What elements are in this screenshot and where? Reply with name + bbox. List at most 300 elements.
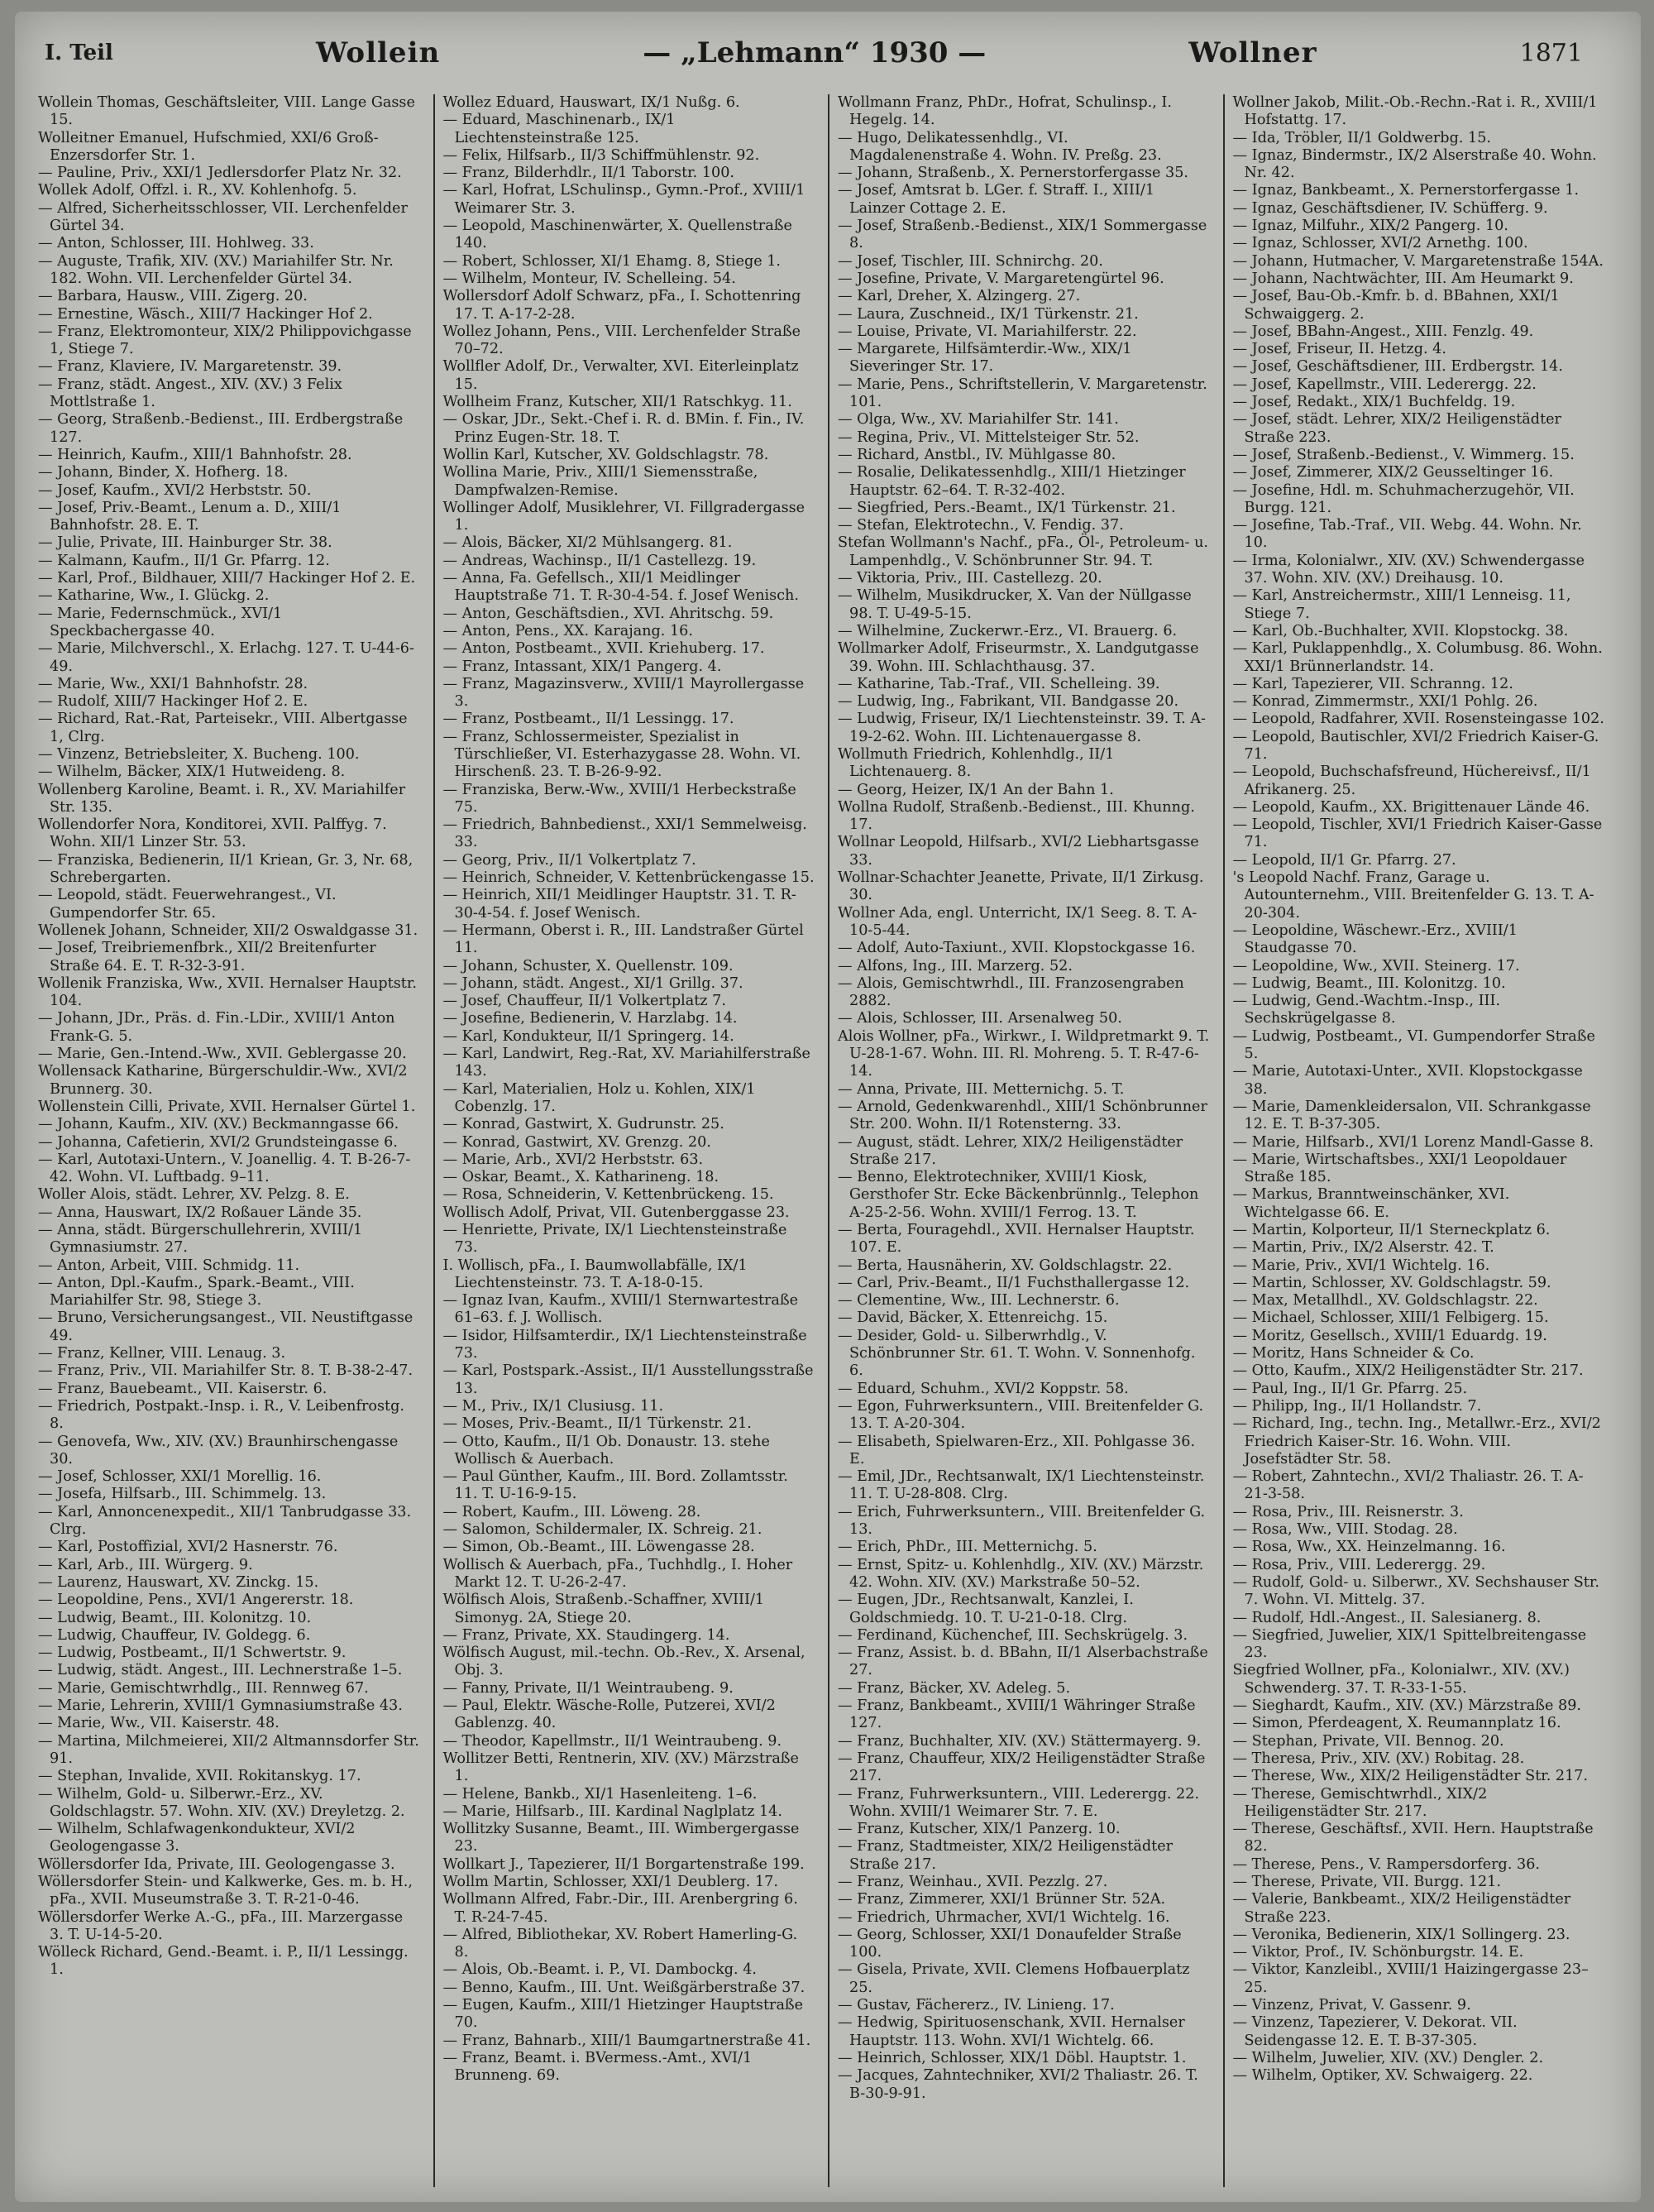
- directory-entry: — Therese, Private, VII. Burgg. 121.: [1232, 1873, 1501, 1890]
- directory-entry: — Leopold, Maschinenwärter, X. Quellenstraße 140.: [442, 218, 792, 252]
- directory-entry: — Wilhelm, Bäcker, XIX/1 Hutweideng. 8.: [38, 764, 346, 781]
- directory-entry: — Marie, Ww., XXI/1 Bahnhofstr. 28.: [38, 675, 308, 692]
- directory-entry: — Ludwig, Postbeamt., VI. Gumpendorfer Straße 5.: [1232, 1027, 1595, 1063]
- left-running-head: Wollein: [316, 36, 441, 69]
- directory-entry: — Viktor, Kanzleibl., XVIII/1 Haizingergasse 23–25.: [1232, 1961, 1589, 1996]
- directory-entry: — Wilhelm, Monteur, IV. Schelleing. 54.: [442, 270, 736, 287]
- directory-entry: — Heinrich, Schlosser, XIX/1 Döbl. Hauptstr. 1.: [838, 2049, 1187, 2066]
- directory-entry: — Josef, Kapellmstr., VIII. Lederergg. 22.: [1232, 376, 1537, 393]
- directory-entry: — Heinrich, Schneider, V. Kettenbrückengasse 15.: [442, 869, 815, 887]
- directory-entry: — Josefine, Private, V. Margaretengürtel 96.: [838, 270, 1164, 287]
- directory-entry: — Alfred, Bibliothekar, XV. Robert Hamerling-G. 8.: [442, 1926, 798, 1961]
- directory-entry: — Johann, Kaufm., XIV. (XV.) Beckmanngasse 66.: [38, 1116, 399, 1133]
- directory-entry: — Alfred, Sicherheitsschlosser, VII. Lerchenfelder Gürtel 34.: [38, 199, 408, 235]
- directory-entry: — August, städt. Lehrer, XIX/2 Heiligenstädter Straße 217.: [838, 1133, 1183, 1168]
- directory-entry: Wollkart J., Tapezierer, II/1 Borgartenstraße 199.: [442, 1855, 805, 1873]
- directory-entry: — Julie, Private, III. Hainburger Str. 38.: [38, 534, 332, 552]
- directory-entry: — Rosa, Schneiderin, V. Kettenbrückeng. 15.: [442, 1186, 774, 1204]
- directory-entry: — Paul, Ing., II/1 Gr. Pfarrg. 25.: [1232, 1380, 1468, 1397]
- directory-entry: — Leopold, II/1 Gr. Pfarrg. 27.: [1232, 851, 1456, 869]
- directory-entry: — Josef, Redakt., XIX/1 Buchfeldg. 19.: [1232, 394, 1516, 411]
- directory-entry: — Stephan, Private, VII. Bennog. 20.: [1232, 1732, 1504, 1750]
- directory-entry: — Konrad, Gastwirt, XV. Grenzg. 20.: [442, 1133, 711, 1151]
- directory-entry: — Franz, Assist. b. d. BBahn, II/1 Alserbachstraße 27.: [838, 1645, 1208, 1679]
- directory-entry: — Paul, Elektr. Wäsche-Rolle, Putzerei, XVI/2 Gablenzg. 40.: [442, 1697, 776, 1732]
- directory-entry: — Theresa, Priv., XIV. (XV.) Robitag. 28.: [1232, 1750, 1525, 1767]
- directory-entry: — Ernestine, Wäsch., XIII/7 Hackinger Hof 2.: [38, 305, 373, 323]
- directory-entry: — Karl, Dreher, X. Alzingerg. 27.: [838, 288, 1081, 305]
- directory-entry: — Josefine, Bedienerin, V. Harzlabg. 14.: [442, 1010, 738, 1027]
- directory-entry: — Anton, Schlosser, III. Hohlweg. 33.: [38, 235, 314, 252]
- right-running-head: Wollner: [1188, 36, 1317, 69]
- directory-entry: — Alois, Gemischtwrhdl., III. Franzosengraben 2882.: [838, 974, 1184, 1010]
- directory-entry: — Wilhelm, Musikdrucker, X. Van der Nüllgasse 98. T. U-49-5-15.: [838, 587, 1192, 622]
- directory-entry: — Kalmann, Kaufm., II/1 Gr. Pfarrg. 12.: [38, 552, 330, 569]
- directory-entry: — Friedrich, Bahnbedienst., XXI/1 Semmelweisg. 33.: [442, 816, 807, 851]
- directory-entry: — Katharine, Tab.-Traf., VII. Schelleing. 39.: [838, 675, 1160, 692]
- directory-entry: — Anna, Fa. Gefellsch., XII/1 Meidlinger Hauptstraße 71. T. R-30-4-54. f. Josef Wenisch.: [442, 570, 799, 605]
- directory-entry: — Viktoria, Priv., III. Castellezg. 20.: [838, 570, 1102, 587]
- directory-entry: — Markus, Branntweinschänker, XVI. Wichtelgasse 66. E.: [1232, 1186, 1510, 1221]
- directory-entry: — Ludwig, Postbeamt., II/1 Schwertstr. 9.: [38, 1645, 347, 1662]
- directory-entry: — Karl, Autotaxi-Untern., V. Joanellig. 4. T. B-26-7-42. Wohn. VI. Luftbadg. 9–11.: [38, 1151, 411, 1186]
- directory-entry: Wollitzky Susanne, Beamt., III. Wimbergergasse 23.: [442, 1821, 800, 1855]
- part-label: I. Teil: [45, 41, 113, 65]
- directory-entry: — Elisabeth, Spielwaren-Erz., XII. Pohlgasse 36. E.: [838, 1433, 1196, 1467]
- directory-entry: — Karl, Postspark.-Assist., II/1 Ausstellungsstraße 13.: [442, 1362, 814, 1397]
- directory-entry: — Konrad, Zimmermstr., XXI/1 Pohlg. 26.: [1232, 693, 1538, 711]
- directory-entry: — Johann, Schuster, X. Quellenstr. 109.: [442, 957, 734, 974]
- directory-columns: [38, 94, 1609, 2187]
- directory-entry: — Simon, Pferdeagent, X. Reumannplatz 16.: [1232, 1715, 1561, 1732]
- directory-entry: — Marie, Damenkleidersalon, VII. Schrankgasse 12. E. T. B-37-305.: [1232, 1098, 1591, 1133]
- directory-entry: — Michael, Schlosser, XIII/1 Felbigerg. 15.: [1232, 1309, 1549, 1327]
- directory-entry: Wollenek Johann, Schneider, XII/2 Oswaldgasse 31.: [38, 922, 418, 939]
- directory-entry: — Oskar, JDr., Sekt.-Chef i. R. d. BMin. f. Fin., IV. Prinz Eugen-Str. 18. T.: [442, 411, 805, 446]
- directory-entry: — Anton, Arbeit, VIII. Schmidg. 11.: [38, 1257, 300, 1274]
- directory-entry: — Franz, Bilderhdlr., II/1 Taborstr. 100.: [442, 165, 734, 182]
- directory-entry: — Ignaz, Milfuhr., XIX/2 Pangerg. 10.: [1232, 218, 1508, 235]
- directory-entry: — Siegfried, Pers.-Beamt., IX/1 Türkenstr. 21.: [838, 499, 1176, 516]
- directory-entry: — Margarete, Hilfsämterdir.-Ww., XIX/1 Sieveringer Str. 17.: [838, 341, 1132, 376]
- directory-entry: — Franz, Bahnarb., XIII/1 Baumgartnerstraße 41.: [442, 2032, 811, 2049]
- directory-entry: — Marie, Hilfsarb., XVI/1 Lorenz Mandl-Gasse 8.: [1232, 1133, 1594, 1151]
- directory-entry: I. Wollisch, pFa., I. Baumwollabfälle, IX/1 Liechtensteinstr. 73. T. A-18-0-15.: [442, 1257, 748, 1291]
- directory-entry: — Stefan, Elektrotechn., V. Fendig. 37.: [838, 517, 1124, 534]
- directory-entry: — Ludwig, Ing., Fabrikant, VII. Bandgasse 20.: [838, 693, 1179, 711]
- directory-entry: — Oskar, Beamt., X. Katharineng. 18.: [442, 1169, 719, 1186]
- directory-entry: — Josef, Chauffeur, II/1 Volkertplatz 7.: [442, 993, 726, 1010]
- directory-entry: — Franz, Zimmerer, XXI/1 Brünner Str. 52A.: [838, 1891, 1166, 1908]
- directory-entry: — Richard, Anstbl., IV. Mühlgasse 80.: [838, 446, 1116, 463]
- directory-entry: — Marie, Priv., XVI/1 Wichtelg. 16.: [1232, 1257, 1490, 1274]
- directory-entry: — Franziska, Berw.-Ww., XVIII/1 Herbeckstraße 75.: [442, 781, 796, 816]
- directory-entry: — Eugen, JDr., Rechtsanwalt, Kanzlei, I. Goldschmiedg. 10. T. U-21-0-18. Clrg.: [838, 1592, 1134, 1626]
- directory-entry: — Josef, Treibriemenfbrk., XII/2 Breitenfurter Straße 64. E. T. R-32-3-91.: [38, 940, 376, 974]
- directory-entry: — Ludwig, Chauffeur, IV. Goldegg. 6.: [38, 1626, 311, 1644]
- directory-entry: — Ludwig, Friseur, IX/1 Liechtensteinstr. 39. T. A-19-2-62. Wohn. III. Lichtenauergasse 8.: [838, 711, 1206, 745]
- directory-entry: — Laurenz, Hauswart, XV. Zinckg. 15.: [38, 1573, 319, 1591]
- directory-entry: — Felix, Hilfsarb., II/3 Schiffmühlenstr. 92.: [442, 146, 760, 164]
- directory-entry: — Robert, Zahntechn., XVI/2 Thaliastr. 26. T. A-21-3-58.: [1232, 1468, 1584, 1503]
- directory-entry: — Anton, Dpl.-Kaufm., Spark.-Beamt., VIII. Mariahilfer Str. 98, Stiege 3.: [38, 1274, 355, 1309]
- directory-entry: — Konrad, Gastwirt, X. Gudrunstr. 25.: [442, 1116, 724, 1133]
- directory-entry: — Heinrich, XII/1 Meidlinger Hauptstr. 31. T. R-30-4-54. f. Josef Wenisch.: [442, 887, 796, 922]
- directory-entry: Wölfisch Alois, Straßenb.-Schaffner, XVIII/1 Simonyg. 2A, Stiege 20.: [442, 1592, 765, 1626]
- directory-entry: — Johann, JDr., Präs. d. Fin.-LDir., XVIII/1 Anton Frank-G. 5.: [38, 1010, 395, 1045]
- directory-entry: — Eugen, Kaufm., XIII/1 Hietzinger Hauptstraße 70.: [442, 1997, 804, 2032]
- directory-entry: — Jacques, Zahntechniker, XVI/2 Thaliastr. 26. T. B-30-9-91.: [838, 2067, 1198, 2102]
- directory-entry: — Egon, Fuhrwerksuntern., VIII. Breitenfelder G. 13. T. A-20-304.: [838, 1397, 1204, 1433]
- directory-entry: — Franz, Magazinsverw., XVIII/1 Mayrollergasse 3.: [442, 675, 805, 711]
- directory-entry: — Josef, Geschäftsdiener, III. Erdbergstr. 14.: [1232, 358, 1563, 376]
- directory-entry: — Josef, Friseur, II. Hetzg. 4.: [1232, 341, 1446, 358]
- directory-entry: Wollendorfer Nora, Konditorei, XVII. Palffyg. 7. Wohn. XII/1 Linzer Str. 53.: [38, 816, 387, 851]
- column-1: [38, 94, 425, 2187]
- directory-entry: — Ignaz, Bankbeamt., X. Pernerstorfergasse 1.: [1232, 182, 1580, 199]
- directory-entry: — Moritz, Gesellsch., XVIII/1 Eduardg. 19.: [1232, 1327, 1547, 1344]
- directory-entry: — Martin, Priv., IX/2 Alserstr. 42. T.: [1232, 1239, 1494, 1257]
- directory-entry: — Therese, Geschäftsf., XVII. Hern. Hauptstraße 82.: [1232, 1821, 1594, 1855]
- directory-entry: — Eduard, Maschinenarb., IX/1 Liechtensteinstraße 125.: [442, 112, 676, 146]
- directory-entry: Wollenstein Cilli, Private, XVII. Hernalser Gürtel 1.: [38, 1098, 416, 1115]
- directory-entry: — Rosa, Ww., VIII. Stodag. 28.: [1232, 1521, 1458, 1539]
- directory-entry: — Helene, Bankb., XI/1 Hasenleiteng. 1–6.: [442, 1785, 758, 1803]
- directory-entry: — Valerie, Bankbeamt., XIX/2 Heiligenstädter Straße 223.: [1232, 1891, 1571, 1926]
- directory-entry: — Franz, Chauffeur, XIX/2 Heiligenstädter Straße 217.: [838, 1750, 1206, 1785]
- directory-entry: — Georg, Heizer, IX/1 An der Bahn 1.: [838, 781, 1114, 798]
- directory-entry: — Franz, Postbeamt., II/1 Lessingg. 17.: [442, 711, 734, 728]
- directory-entry: — Louise, Private, VI. Mariahilferstr. 22.: [838, 323, 1137, 340]
- directory-entry: Wollez Eduard, Hauswart, IX/1 Nußg. 6.: [442, 94, 740, 111]
- page-header: [45, 28, 1583, 78]
- directory-entry: — Desider, Gold- u. Silberwrhdlg., V. Schönbrunner Str. 61. T. Wohn. V. Sonnenhofg. 6.: [838, 1327, 1196, 1380]
- directory-entry: — Fanny, Private, II/1 Weintraubeng. 9.: [442, 1679, 734, 1697]
- directory-entry: — Bruno, Versicherungsangest., VII. Neustiftgasse 49.: [38, 1309, 414, 1344]
- directory-entry: Wollmuth Friedrich, Kohlenhdlg., II/1 Lichtenauerg. 8.: [838, 745, 1115, 781]
- directory-entry: — Karl, Landwirt, Reg.-Rat, XV. Mariahilferstraße 143.: [442, 1046, 810, 1080]
- directory-entry: — Viktor, Prof., IV. Schönburgstr. 14. E.: [1232, 1944, 1524, 1961]
- directory-entry: Wollheim Franz, Kutscher, XII/1 Ratschkyg. 11.: [442, 394, 792, 411]
- directory-entry: Wollisch & Auerbach, pFa., Tuchhdlg., I. Hoher Markt 12. T. U-26-2-47.: [442, 1556, 793, 1591]
- directory-entry: — Franz, Priv., VII. Mariahilfer Str. 8. T. B-38-2-47.: [38, 1362, 414, 1380]
- directory-entry: — Josef, Kaufm., XVI/2 Herbststr. 50.: [38, 481, 312, 499]
- directory-entry: — Josef, Zimmerer, XIX/2 Geusseltinger 16.: [1232, 464, 1554, 481]
- directory-entry: — Therese, Ww., XIX/2 Heiligenstädter Str. 217.: [1232, 1768, 1589, 1785]
- directory-entry: Wollna Rudolf, Straßenb.-Bedienst., III. Khunng. 17.: [838, 798, 1195, 834]
- directory-entry: — Franz, Weinhau., XVII. Pezzlg. 27.: [838, 1873, 1108, 1890]
- directory-entry: — Ludwig, Gend.-Wachtm.-Insp., III. Sechskrügelgasse 8.: [1232, 993, 1501, 1027]
- directory-entry: — Wilhelm, Schlafwagenkondukteur, XVI/2 Geologengasse 3.: [38, 1821, 356, 1855]
- directory-entry: Wollmarker Adolf, Friseurmstr., X. Landgutgasse 39. Wohn. III. Schlachthausg. 37.: [838, 640, 1199, 675]
- directory-entry: — Karl, Materialien, Holz u. Kohlen, XIX/1 Cobenzlg. 17.: [442, 1080, 756, 1115]
- directory-entry: — Moritz, Hans Schneider & Co.: [1232, 1345, 1475, 1362]
- directory-entry: — Anton, Pens., XX. Karajang. 16.: [442, 622, 693, 639]
- directory-entry: — Katharine, Ww., I. Glückg. 2.: [38, 587, 270, 605]
- directory-entry: — Leopold, städt. Feuerwehrangest., VI. Gumpendorfer Str. 65.: [38, 887, 337, 922]
- directory-entry: — Auguste, Trafik, XIV. (XV.) Mariahilfer Str. Nr. 182. Wohn. VII. Lerchenfelder Gürtel 34.: [38, 252, 394, 287]
- directory-entry: Wolleitner Emanuel, Hufschmied, XXI/6 Groß-Enzersdorfer Str. 1.: [38, 129, 379, 164]
- directory-entry: — Theodor, Kapellmstr., II/1 Weintraubeng. 9.: [442, 1732, 782, 1750]
- directory-entry: Alois Wollner, pFa., Wirkwr., I. Wildpretmarkt 9. T. U-28-1-67. Wohn. III. Rl. Mohreng. 5. T. R-47-6-14.: [838, 1027, 1210, 1080]
- directory-entry: Woller Alois, städt. Lehrer, XV. Pelzg. 8. E.: [38, 1186, 350, 1204]
- directory-entry: — Karl, Tapezierer, VII. Schranng. 12.: [1232, 675, 1513, 692]
- directory-entry: — Josef, Schlosser, XXI/1 Morellig. 16.: [38, 1468, 322, 1486]
- directory-entry: Wollisch Adolf, Privat, VII. Gutenberggasse 23.: [442, 1204, 790, 1221]
- directory-entry: — Karl, Hofrat, LSchulinsp., Gymn.-Prof., XVIII/1 Weimarer Str. 3.: [442, 182, 805, 217]
- directory-entry: — Carl, Priv.-Beamt., II/1 Fuchsthallergasse 12.: [838, 1274, 1190, 1291]
- page-title: — „Lehmann“ 1930 —: [643, 36, 987, 69]
- directory-entry: — Karl, Arb., III. Würgerg. 9.: [38, 1556, 253, 1573]
- directory-entry: — Marie, Gemischtwrhdlg., III. Rennweg 67.: [38, 1679, 369, 1697]
- directory-entry: — Johann, Binder, X. Hofherg. 18.: [38, 464, 289, 481]
- directory-entry: — Sieghardt, Kaufm., XIV. (XV.) Märzstraße 89.: [1232, 1697, 1582, 1715]
- directory-entry: — Rudolf, Hdl.-Angest., II. Salesianerg. 8.: [1232, 1609, 1542, 1626]
- directory-entry: — Therese, Gemischtwrhdl., XIX/2 Heiligenstädter Str. 217.: [1232, 1785, 1488, 1820]
- directory-entry: — Leopoldine, Ww., XVII. Steinerg. 17.: [1232, 957, 1520, 974]
- directory-entry: — Franz, Intassant, XIX/1 Pangerg. 4.: [442, 658, 722, 675]
- directory-entry: — Richard, Rat.-Rat, Parteisekr., VIII. Albertgasse 1, Clrg.: [38, 711, 408, 745]
- directory-entry: — Franz, Bankbeamt., XVIII/1 Währinger Straße 127.: [838, 1697, 1196, 1732]
- directory-entry: — Salomon, Schildermaler, IX. Schreig. 21.: [442, 1521, 762, 1539]
- directory-entry: — Marie, Hilfsarb., III. Kardinal Naglplatz 14.: [442, 1803, 782, 1820]
- directory-entry: — Leopold, Bautischler, XVI/2 Friedrich Kaiser-G. 71.: [1232, 728, 1599, 763]
- directory-entry: Wöllersdorfer Stein- und Kalkwerke, Ges. m. b. H., pFa., XVII. Museumstraße 3. T. R-21-0-46.: [38, 1873, 413, 1908]
- directory-entry: Wollfler Adolf, Dr., Verwalter, XVI. Eiterleinplatz 15.: [442, 358, 799, 393]
- directory-entry: — Hedwig, Spirituosenschank, XVII. Hernalser Hauptstr. 113. Wohn. XVI/1 Wichtelg. 66.: [838, 2014, 1185, 2049]
- column-4: [1223, 94, 1610, 2187]
- directory-entry: — Leopold, Buchschafsfreund, Hüchereivsf., II/1 Afrikanerg. 25.: [1232, 764, 1591, 798]
- directory-entry: — Friedrich, Uhrmacher, XVI/1 Wichtelg. 16.: [838, 1908, 1170, 1926]
- directory-entry: Wöllersdorfer Ida, Private, III. Geologengasse 3.: [38, 1855, 395, 1873]
- directory-entry: Wollenberg Karoline, Beamt. i. R., XV. Mariahilfer Str. 135.: [38, 781, 406, 816]
- directory-entry: — Robert, Schlosser, XI/1 Ehamg. 8, Stiege 1.: [442, 252, 782, 270]
- directory-entry: — Paul Günther, Kaufm., III. Bord. Zollamtsstr. 11. T. U-16-9-15.: [442, 1468, 788, 1503]
- directory-entry: Wollmann Franz, PhDr., Hofrat, Schulinsp., I. Hegelg. 14.: [838, 94, 1172, 129]
- directory-entry: Wollnar Leopold, Hilfsarb., XVI/2 Liebhartsgasse 33.: [838, 834, 1199, 869]
- directory-entry: — Alois, Bäcker, XI/2 Mühlsangerg. 81.: [442, 534, 733, 552]
- directory-entry: — Marie, Gen.-Intend.-Ww., XVII. Geblergasse 20.: [38, 1046, 407, 1063]
- directory-entry: — Gisela, Private, XVII. Clemens Hofbauerplatz 25.: [838, 1961, 1190, 1996]
- directory-entry: — Hugo, Delikatessenhdlg., VI. Magdalenenstraße 4. Wohn. IV. Preßg. 23.: [838, 129, 1162, 164]
- directory-entry: — Isidor, Hilfsamterdir., IX/1 Liechtensteinstraße 73.: [442, 1327, 807, 1362]
- directory-entry: — Marie, Wirtschaftsbes., XXI/1 Leopoldauer Straße 185.: [1232, 1151, 1567, 1186]
- directory-entry: — Martina, Milchmeierei, XII/2 Altmannsdorfer Str. 91.: [38, 1732, 419, 1767]
- directory-entry: — Karl, Postoffizial, XVI/2 Hasnerstr. 76.: [38, 1539, 338, 1556]
- directory-entry: Wollnar-Schachter Jeanette, Private, II/1 Zirkusg. 30.: [838, 869, 1204, 904]
- directory-entry: — Ludwig, Beamt., III. Kolonitzg. 10.: [1232, 974, 1506, 992]
- directory-entry: — Max, Metallhdl., XV. Goldschlagstr. 22.: [1232, 1292, 1538, 1309]
- directory-entry: — Marie, Ww., VII. Kaiserstr. 48.: [38, 1715, 280, 1732]
- directory-entry: — Moses, Priv.-Beamt., II/1 Türkenstr. 21.: [442, 1415, 752, 1433]
- directory-entry: — Ignaz, Schlosser, XVI/2 Arnethg. 100.: [1232, 235, 1528, 252]
- directory-entry: — Ludwig, städt. Angest., III. Lechnerstraße 1–5.: [38, 1662, 403, 1679]
- directory-entry: — Wilhelm, Optiker, XV. Schwaigerg. 22.: [1232, 2067, 1533, 2085]
- directory-entry: — Siegfried, Juwelier, XIX/1 Spittelbreitengasse 23.: [1232, 1626, 1587, 1662]
- directory-entry: — Josefine, Hdl. m. Schuhmacherzugehör, VII. Burgg. 121.: [1232, 481, 1575, 516]
- directory-entry: — Marie, Arb., XVI/2 Herbststr. 63.: [442, 1151, 704, 1168]
- directory-entry: — Rosa, Priv., VIII. Lederergg. 29.: [1232, 1556, 1486, 1573]
- directory-entry: — Rosa, Ww., XX. Heinzelmanng. 16.: [1232, 1539, 1506, 1556]
- directory-entry: — Rosalie, Delikatessenhdlg., XIII/1 Hietzinger Hauptstr. 62–64. T. R-32-402.: [838, 464, 1186, 499]
- directory-entry: Wollersdorf Adolf Schwarz, pFa., I. Schottenring 17. T. A-17-2-28.: [442, 288, 801, 323]
- directory-entry: Wollitzer Betti, Rentnerin, XIV. (XV.) Märzstraße 1.: [442, 1750, 799, 1785]
- directory-entry: — Franz, Bäcker, XV. Adeleg. 5.: [838, 1679, 1071, 1697]
- directory-entry: — Alois, Schlosser, III. Arsenalweg 50.: [838, 1010, 1122, 1027]
- directory-entry: Wollez Johann, Pens., VIII. Lerchenfelder Straße 70–72.: [442, 323, 801, 358]
- directory-entry: Siegfried Wollner, pFa., Kolonialwr., XIV. (XV.) Schwenderg. 37. T. R-33-1-55.: [1232, 1662, 1570, 1697]
- directory-entry: — Franz, Kellner, VIII. Lenaug. 3.: [38, 1345, 286, 1362]
- directory-entry: Wollin Karl, Kutscher, XV. Goldschlagstr. 78.: [442, 446, 769, 463]
- directory-entry: — Benno, Kaufm., III. Unt. Weißgärberstraße 37.: [442, 1979, 805, 1996]
- directory-entry: — Ernst, Spitz- u. Kohlenhdlg., XIV. (XV.) Märzstr. 42. Wohn. XIV. (XV.) Markstraße 50–52.: [838, 1556, 1204, 1591]
- directory-entry: — Clementine, Ww., III. Lechnerstr. 6.: [838, 1292, 1120, 1309]
- directory-entry: — Georg, Straßenb.-Bedienst., III. Erdbergstraße 127.: [38, 411, 404, 446]
- directory-entry: — Eduard, Schuhm., XVI/2 Koppstr. 58.: [838, 1380, 1129, 1397]
- directory-entry: — Ida, Tröbler, II/1 Goldwerbg. 15.: [1232, 129, 1491, 146]
- directory-entry: — Anton, Postbeamt., XVII. Kriehuberg. 17.: [442, 640, 765, 658]
- column-2: [433, 94, 820, 2187]
- directory-entry: — Rosa, Priv., III. Reisnerstr. 3.: [1232, 1503, 1464, 1520]
- directory-entry: Wollek Adolf, Offzl. i. R., XV. Kohlenhofg. 5.: [38, 182, 357, 199]
- directory-entry: — Josef, Straßenb.-Bedienst., V. Wimmerg. 15.: [1232, 446, 1575, 463]
- directory-entry: — Stephan, Invalide, XVII. Rokitanskyg. 17.: [38, 1768, 361, 1785]
- directory-entry: — Alois, Ob.-Beamt. i. P., VI. Dambockg. 4.: [442, 1961, 758, 1979]
- directory-entry: — Franz, Beamt. i. BVermess.-Amt., XVI/1 Brunneng. 69.: [442, 2049, 753, 2085]
- directory-entry: — Berta, Fouragehdl., XVII. Hernalser Hauptstr. 107. E.: [838, 1222, 1195, 1257]
- directory-entry: — Alfons, Ing., III. Marzerg. 52.: [838, 957, 1073, 974]
- directory-entry: — Leopoldine, Pens., XVI/1 Angererstr. 18.: [38, 1592, 354, 1609]
- directory-entry: — Georg, Priv., II/1 Volkertplatz 7.: [442, 851, 696, 869]
- directory-entry: 's Leopold Nachf. Franz, Garage u. Autounternehm., VIII. Breitenfelder G. 13. T. A-20-304.: [1232, 869, 1594, 922]
- directory-entry: — Franz, Stadtmeister, XIX/2 Heiligenstädter Straße 217.: [838, 1838, 1174, 1873]
- directory-entry: — Barbara, Hausw., VIII. Zigerg. 20.: [38, 288, 308, 305]
- directory-entry: — Franz, Klaviere, IV. Margaretenstr. 39.: [38, 358, 342, 376]
- directory-entry: Wollner Jakob, Milit.-Ob.-Rechn.-Rat i. R., XVIII/1 Hofstattg. 17.: [1232, 94, 1598, 129]
- directory-entry: Wollina Marie, Priv., XIII/1 Siemensstraße, Dampfwalzen-Remise.: [442, 464, 758, 499]
- directory-entry: — Laura, Zuschneid., IX/1 Türkenstr. 21.: [838, 305, 1139, 323]
- directory-entry: — M., Priv., IX/1 Clusiusg. 11.: [442, 1397, 664, 1415]
- directory-entry: — Josefa, Hilfsarb., III. Schimmelg. 13.: [38, 1486, 327, 1503]
- directory-entry: — Franz, Schlossermeister, Spezialist in Türschließer, VI. Esterhazygasse 28. Wohn. VI. Hirschenß. 23. T. B-26-9-92.: [442, 728, 801, 781]
- directory-entry: — Josef, Amtsrat b. LGer. f. Straff. I., XIII/1 Lainzer Cottage 2. E.: [838, 182, 1155, 217]
- directory-entry: — Marie, Pens., Schriftstellerin, V. Margaretenstr. 101.: [838, 376, 1207, 411]
- directory-entry: — Robert, Kaufm., III. Löweng. 28.: [442, 1503, 701, 1520]
- directory-page: [15, 12, 1641, 2202]
- directory-entry: — Karl, Puklappenhdlg., X. Columbusg. 86. Wohn. XXI/1 Brünnerlandstr. 14.: [1232, 640, 1603, 675]
- directory-entry: — Philipp, Ing., II/1 Hollandstr. 7.: [1232, 1397, 1482, 1415]
- directory-entry: — Leopold, Radfahrer, XVII. Rosensteingasse 102.: [1232, 711, 1604, 728]
- directory-entry: Wollmann Alfred, Fabr.-Dir., III. Arenbergring 6. T. R-24-7-45.: [442, 1891, 798, 1926]
- column-3: [828, 94, 1215, 2187]
- directory-entry: — Franz, Kutscher, XIX/1 Panzerg. 10.: [838, 1821, 1121, 1838]
- directory-entry: — Ludwig, Beamt., III. Kolonitzg. 10.: [38, 1609, 312, 1626]
- directory-entry: — Karl, Ob.-Buchhalter, XVII. Klopstockg. 38.: [1232, 622, 1569, 639]
- directory-entry: — Franz, Fuhrwerksuntern., VIII. Lederergg. 22. Wohn. XVIII/1 Weimarer Str. 7. E.: [838, 1785, 1200, 1820]
- directory-entry: — Pauline, Priv., XXI/1 Jedlersdorfer Platz Nr. 32.: [38, 165, 402, 182]
- directory-entry: — Leopold, Tischler, XVI/1 Friedrich Kaiser-Gasse 71.: [1232, 816, 1603, 851]
- directory-entry: — Rudolf, XIII/7 Hackinger Hof 2. E.: [38, 693, 308, 711]
- directory-entry: — Gustav, Fächererz., IV. Linieng. 17.: [838, 1997, 1115, 2014]
- directory-entry: — Josef, städt. Lehrer, XIX/2 Heiligenstädter Straße 223.: [1232, 411, 1561, 446]
- directory-entry: — Adolf, Auto-Taxiunt., XVII. Klopstockgasse 16.: [838, 940, 1196, 957]
- directory-entry: — Andreas, Wachinsp., II/1 Castellezg. 19.: [442, 552, 757, 569]
- directory-entry: — Erich, Fuhrwerksuntern., VIII. Breitenfelder G. 13.: [838, 1503, 1206, 1539]
- directory-entry: — Richard, Ing., techn. Ing., Metallwr.-Erz., XVI/2 Friedrich Kaiser-Str. 16. Wohn. VIII. Josefstädter Str. 58.: [1232, 1415, 1601, 1467]
- directory-entry: — Irma, Kolonialwr., XIV. (XV.) Schwendergasse 37. Wohn. XIV. (XV.) Dreihausg. 10.: [1232, 552, 1585, 587]
- directory-entry: Wollein Thomas, Geschäftsleiter, VIII. Lange Gasse 15.: [38, 94, 415, 129]
- directory-entry: — Regina, Priv., VI. Mittelsteiger Str. 52.: [838, 429, 1140, 446]
- directory-entry: — Otto, Kaufm., II/1 Ob. Donaustr. 13. stehe Wollisch & Auerbach.: [442, 1433, 770, 1467]
- directory-entry: — Johanna, Cafetierin, XVI/2 Grundsteingasse 6.: [38, 1133, 398, 1151]
- directory-entry: — Karl, Annoncenexpedit., XII/1 Tanbrudgasse 33. Clrg.: [38, 1503, 412, 1539]
- directory-entry: — Franz, Buchhalter, XIV. (XV.) Stättermayerg. 9.: [838, 1732, 1202, 1750]
- directory-entry: — Anna, Hauswart, IX/2 Roßauer Lände 35.: [38, 1204, 362, 1221]
- directory-entry: — Franz, Private, XX. Staudingerg. 14.: [442, 1626, 730, 1644]
- directory-entry: — Georg, Schlosser, XXI/1 Donaufelder Straße 100.: [838, 1926, 1182, 1961]
- directory-entry: — Ignaz, Geschäftsdiener, IV. Schüfferg. 9.: [1232, 199, 1548, 217]
- directory-entry: — Franz, städt. Angest., XIV. (XV.) 3 Felix Mottlstraße 1.: [38, 376, 342, 411]
- directory-entry: — Anna, städt. Bürgerschullehrerin, XVIII/1 Gymnasiumstr. 27.: [38, 1222, 363, 1257]
- directory-entry: — Ignaz, Bindermstr., IX/2 Alserstraße 40. Wohn. Nr. 42.: [1232, 146, 1597, 182]
- directory-entry: — Veronika, Bedienerin, XIX/1 Sollingerg. 23.: [1232, 1926, 1570, 1943]
- directory-entry: Wollensack Katharine, Bürgerschuldir.-Ww., XVI/2 Brunnerg. 30.: [38, 1063, 408, 1098]
- directory-entry: — Marie, Milchverschl., X. Erlachg. 127. T. U-44-6-49.: [38, 640, 414, 675]
- directory-entry: Wölleck Richard, Gend.-Beamt. i. P., II/1 Lessingg. 1.: [38, 1944, 409, 1979]
- directory-entry: — Leopold, Kaufm., XX. Brigittenauer Lände 46.: [1232, 798, 1590, 816]
- directory-entry: — Berta, Hausnäherin, XV. Goldschlagstr. 22.: [838, 1257, 1173, 1274]
- directory-entry: — Franz, Bauebeamt., VII. Kaiserstr. 6.: [38, 1380, 327, 1397]
- directory-entry: — Erich, PhDr., III. Metternichg. 5.: [838, 1539, 1097, 1556]
- directory-entry: — Wilhelm, Juwelier, XIV. (XV.) Dengler. 2.: [1232, 2049, 1544, 2066]
- directory-entry: — Marie, Autotaxi-Unter., XVII. Klopstockgasse 38.: [1232, 1063, 1583, 1098]
- directory-entry: — Ferdinand, Küchenchef, III. Sechskrügelg. 3.: [838, 1626, 1188, 1644]
- directory-entry: — Henriette, Private, IX/1 Liechtensteinstraße 73.: [442, 1222, 787, 1257]
- directory-entry: — Karl, Kondukteur, II/1 Springerg. 14.: [442, 1027, 734, 1045]
- directory-entry: Stefan Wollmann's Nachf., pFa., Öl-, Petroleum- u. Lampenhdlg., V. Schönbrunner Str. 94. T.: [838, 534, 1208, 569]
- directory-entry: — Johann, Straßenb., X. Pernerstorfergasse 35.: [838, 165, 1189, 182]
- page-number: 1871: [1519, 38, 1583, 68]
- directory-entry: — Franziska, Bedienerin, II/1 Kriean, Gr. 3, Nr. 68, Schrebergarten.: [38, 851, 414, 887]
- directory-entry: — Vinzenz, Tapezierer, V. Dekorat. VII. Seidengasse 12. E. T. B-37-305.: [1232, 2014, 1518, 2049]
- directory-entry: — Josef, BBahn-Angest., XIII. Fenzlg. 49.: [1232, 323, 1534, 340]
- directory-entry: — Anna, Private, III. Metternichg. 5. T.: [838, 1080, 1125, 1098]
- directory-entry: — Franz, Elektromonteur, XIX/2 Philippovichgasse 1, Stiege 7.: [38, 323, 412, 358]
- directory-entry: — Simon, Ob.-Beamt., III. Löwengasse 28.: [442, 1539, 755, 1556]
- directory-entry: — Josef, Tischler, III. Schnirchg. 20.: [838, 252, 1103, 270]
- directory-entry: — Genovefa, Ww., XIV. (XV.) Braunhirschengasse 30.: [38, 1433, 399, 1467]
- directory-entry: Wollner Ada, engl. Unterricht, IX/1 Seeg. 8. T. A-10-5-44.: [838, 904, 1197, 939]
- directory-entry: — Karl, Anstreichermstr., XIII/1 Lenneisg. 11, Stiege 7.: [1232, 587, 1571, 622]
- directory-entry: — Olga, Ww., XV. Mariahilfer Str. 141.: [838, 411, 1119, 429]
- directory-entry: — Josefine, Tab.-Traf., VII. Webg. 44. Wohn. Nr. 10.: [1232, 517, 1582, 552]
- directory-entry: — Therese, Pens., V. Rampersdorferg. 36.: [1232, 1855, 1540, 1873]
- directory-entry: — Marie, Federnschmück., XVI/1 Speckbachergasse 40.: [38, 605, 283, 639]
- directory-entry: Wollm Martin, Schlosser, XXI/1 Deublerg. 17.: [442, 1873, 778, 1890]
- directory-entry: — Hermann, Oberst i. R., III. Landstraßer Gürtel 11.: [442, 922, 804, 957]
- directory-entry: — Rudolf, Gold- u. Silberwr., XV. Sechshauser Str. 7. Wohn. VI. Mittelg. 37.: [1232, 1573, 1599, 1609]
- directory-entry: — David, Bäcker, X. Ettenreichg. 15.: [838, 1309, 1108, 1327]
- directory-entry: — Wilhelmine, Zuckerwr.-Erz., VI. Brauerg. 6.: [838, 622, 1178, 639]
- directory-entry: — Vinzenz, Privat, V. Gassenr. 9.: [1232, 1997, 1471, 2014]
- directory-entry: — Josef, Priv.-Beamt., Lenum a. D., XIII/1 Bahnhofstr. 28. E. T.: [38, 499, 342, 534]
- directory-entry: — Marie, Lehrerin, XVIII/1 Gymnasiumstraße 43.: [38, 1697, 403, 1715]
- directory-entry: — Anton, Geschäftsdien., XVI. Ahritschg. 59.: [442, 605, 774, 622]
- directory-entry: — Benno, Elektrotechniker, XVIII/1 Kiosk, Gersthofer Str. Ecke Bäckenbrünnlg., Telephon A-25-2-56. Wohn. XVIII/1 Ferrog. 13. T.: [838, 1169, 1199, 1221]
- directory-entry: — Martin, Schlosser, XV. Goldschlagstr. 59.: [1232, 1274, 1551, 1291]
- directory-entry: Wollinger Adolf, Musiklehrer, VI. Fillgradergasse 1.: [442, 499, 805, 534]
- directory-entry: — Leopoldine, Wäschewr.-Erz., XVIII/1 Staudgasse 70.: [1232, 922, 1518, 957]
